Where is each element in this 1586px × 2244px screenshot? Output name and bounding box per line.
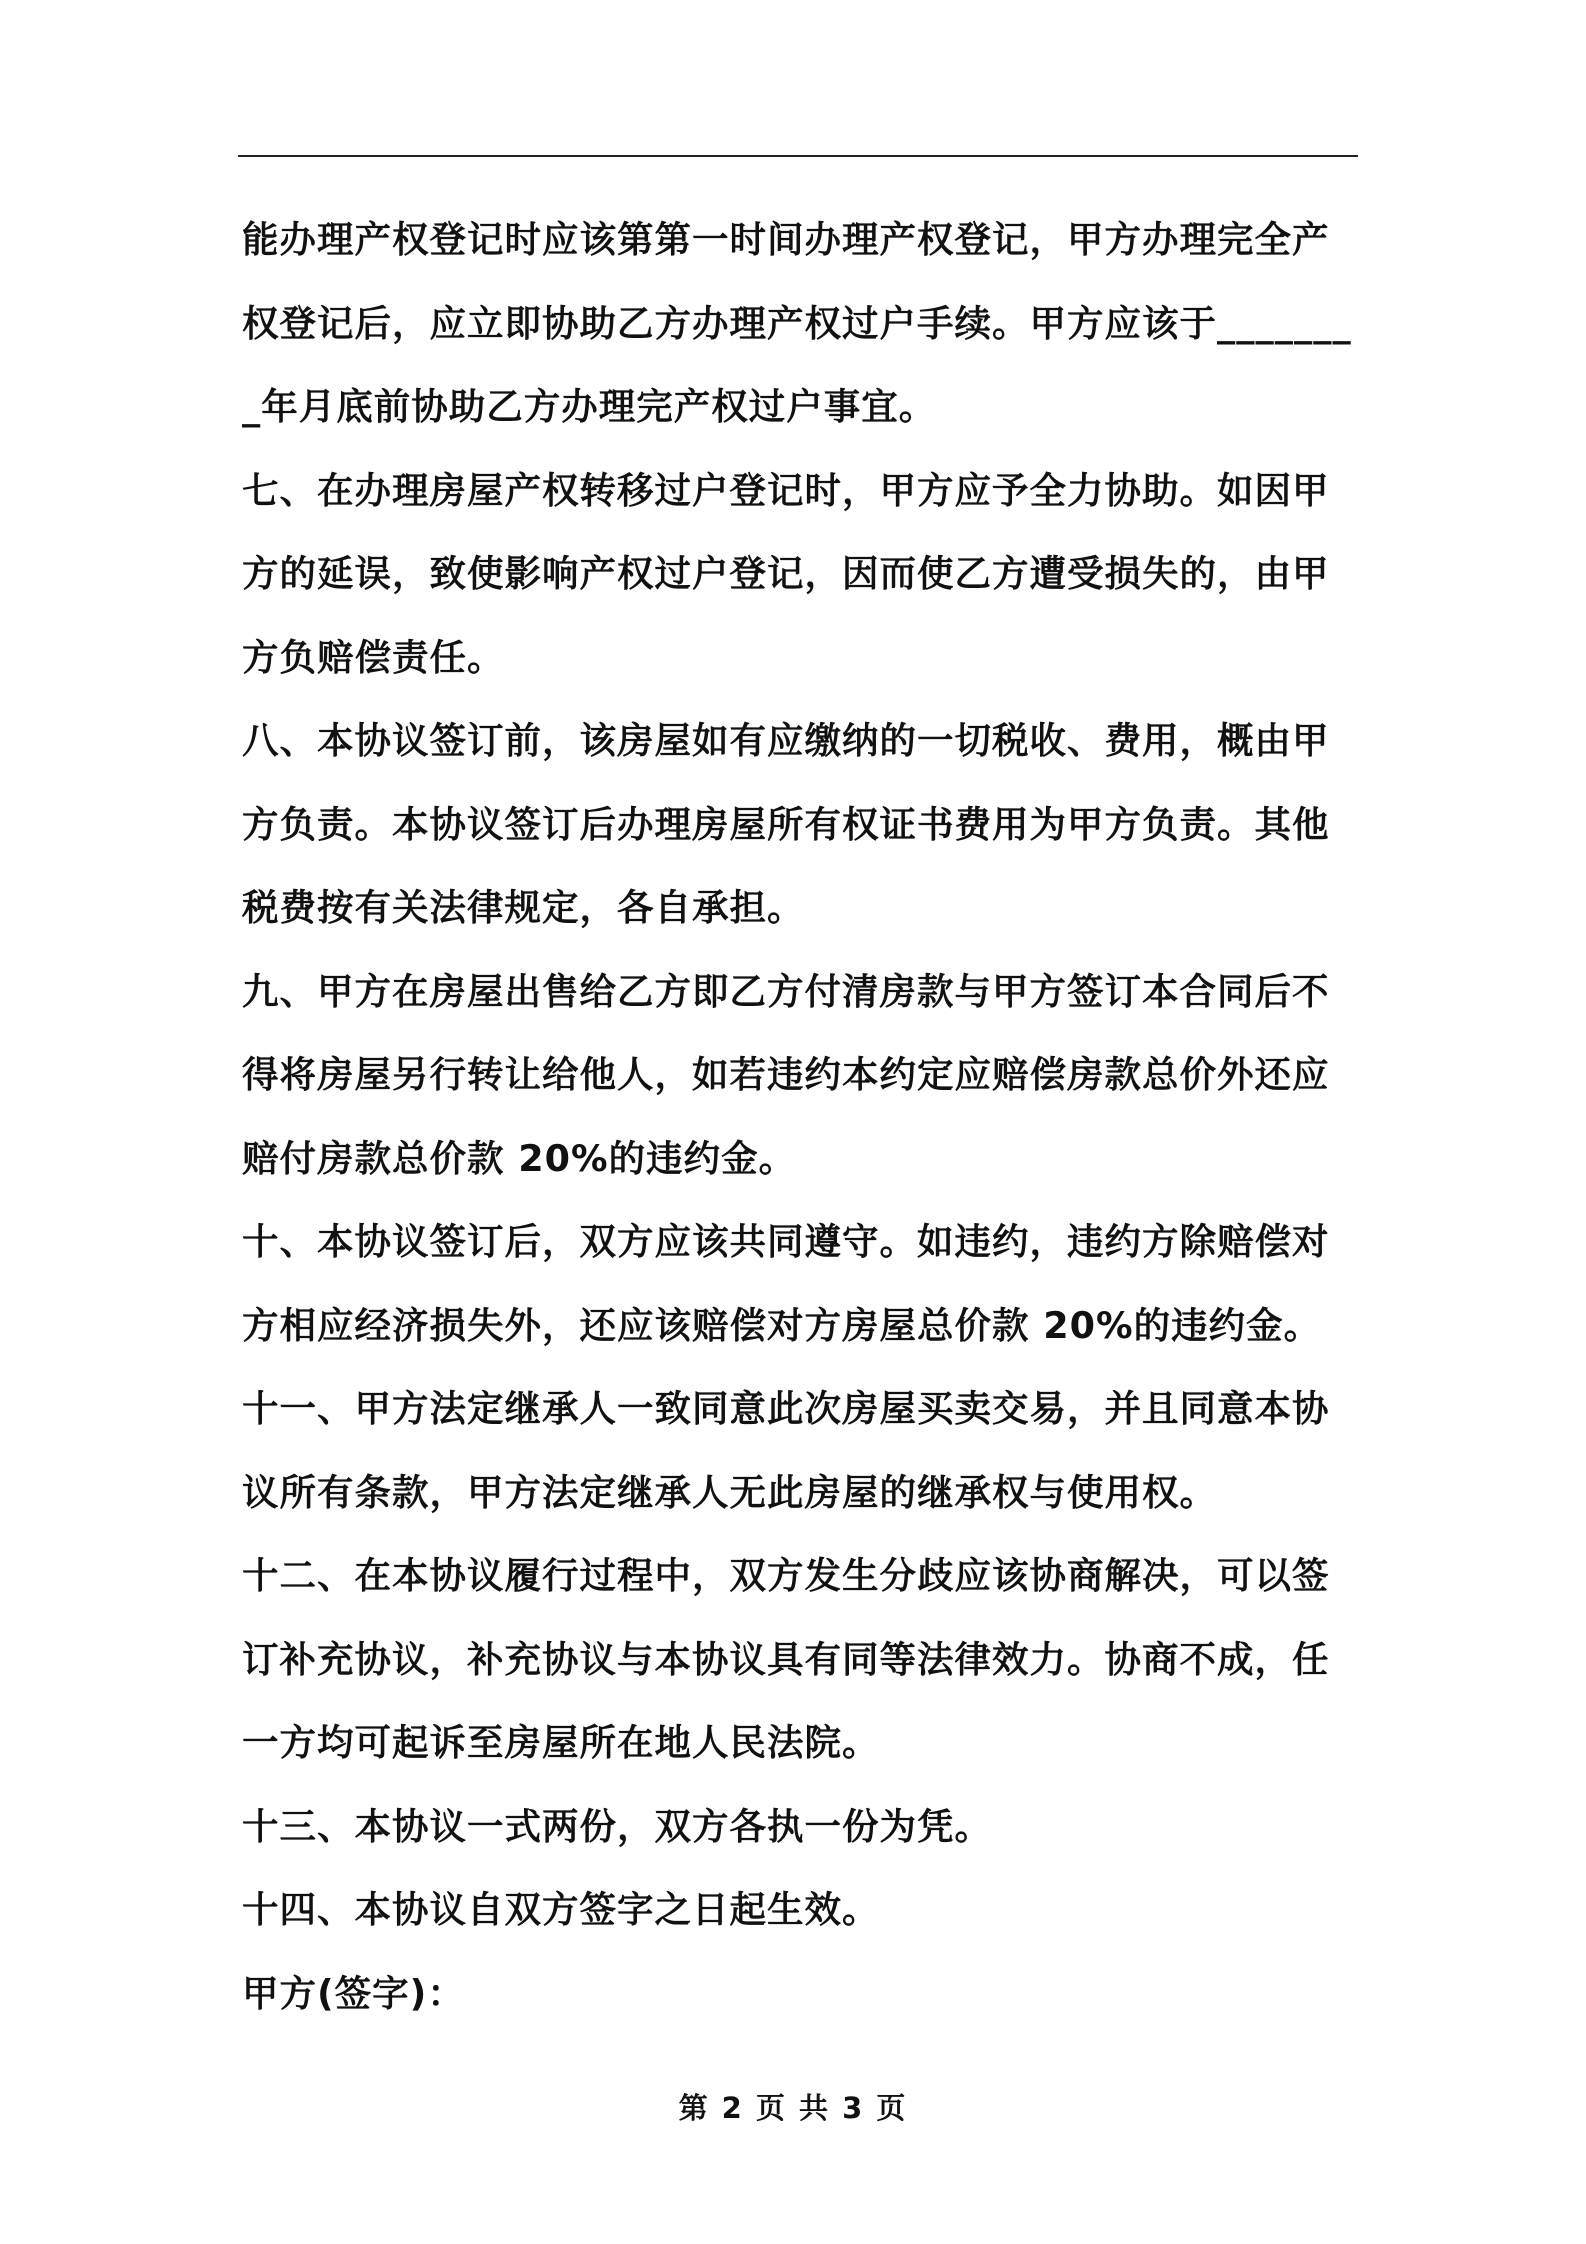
- paragraph-clause-7: 七、在办理房屋产权转移过户登记时，甲方应予全力协助。如因甲方的延误，致使影响产权过户登记，因而使乙方遭受损失的，由甲方负赔偿责任。: [242, 468, 1330, 679]
- paragraph-clause-14: 十四、本协议自双方签字之日起生效。: [242, 1888, 880, 1931]
- paragraph-clause-12: 十二、在本协议履行过程中，双方发生分歧应该协商解决，可以签订补充协议，补充协议与本协议具有同等法律效力。协商不成，任一方均可起诉至房屋所在地人民法院。: [242, 1554, 1330, 1764]
- paragraph-clause-10: 十、本协议签订后，双方应该共同遵守。如违约，违约方除赔偿对方相应经济损失外，还应该赔偿对方房屋总价款 20%的违约金。: [242, 1220, 1330, 1347]
- paragraph-clause-8: 八、本协议签订前，该房屋如有应缴纳的一切税收、费用，概由甲方负责。本协议签订后办理房屋所有权证书费用为甲方负责。其他税费按有关法律规定，各自承担。: [242, 719, 1330, 929]
- party-a-signature-line: 甲方(签字)：: [242, 1971, 465, 2015]
- paragraph-transfer-clause: 能办理产权登记时应该第第一时间办理产权登记，甲方办理完全产权登记后，应立即协助乙方办理产权过户手续。甲方应该于________年月底前协助乙方办理完产权过户事宜。: [242, 218, 1352, 428]
- paragraph-clause-11: 十一、甲方法定继承人一致同意此次房屋买卖交易，并且同意本协议所有条款，甲方法定继承人无此房屋的继承权与使用权。: [242, 1387, 1330, 1514]
- document-body: [242, 198, 1360, 2035]
- page-number: 第 2 页 共 3 页: [678, 2091, 908, 2125]
- paragraph-clause-9: 九、甲方在房屋出售给乙方即乙方付清房款与甲方签订本合同后不得将房屋另行转让给他人，如若违约本约定应赔偿房款总价外还应赔付房款总价款 20%的违约金。: [242, 969, 1330, 1180]
- paragraph-clause-13: 十三、本协议一式两份，双方各执一份为凭。: [242, 1804, 992, 1848]
- header-rule: [238, 155, 1358, 157]
